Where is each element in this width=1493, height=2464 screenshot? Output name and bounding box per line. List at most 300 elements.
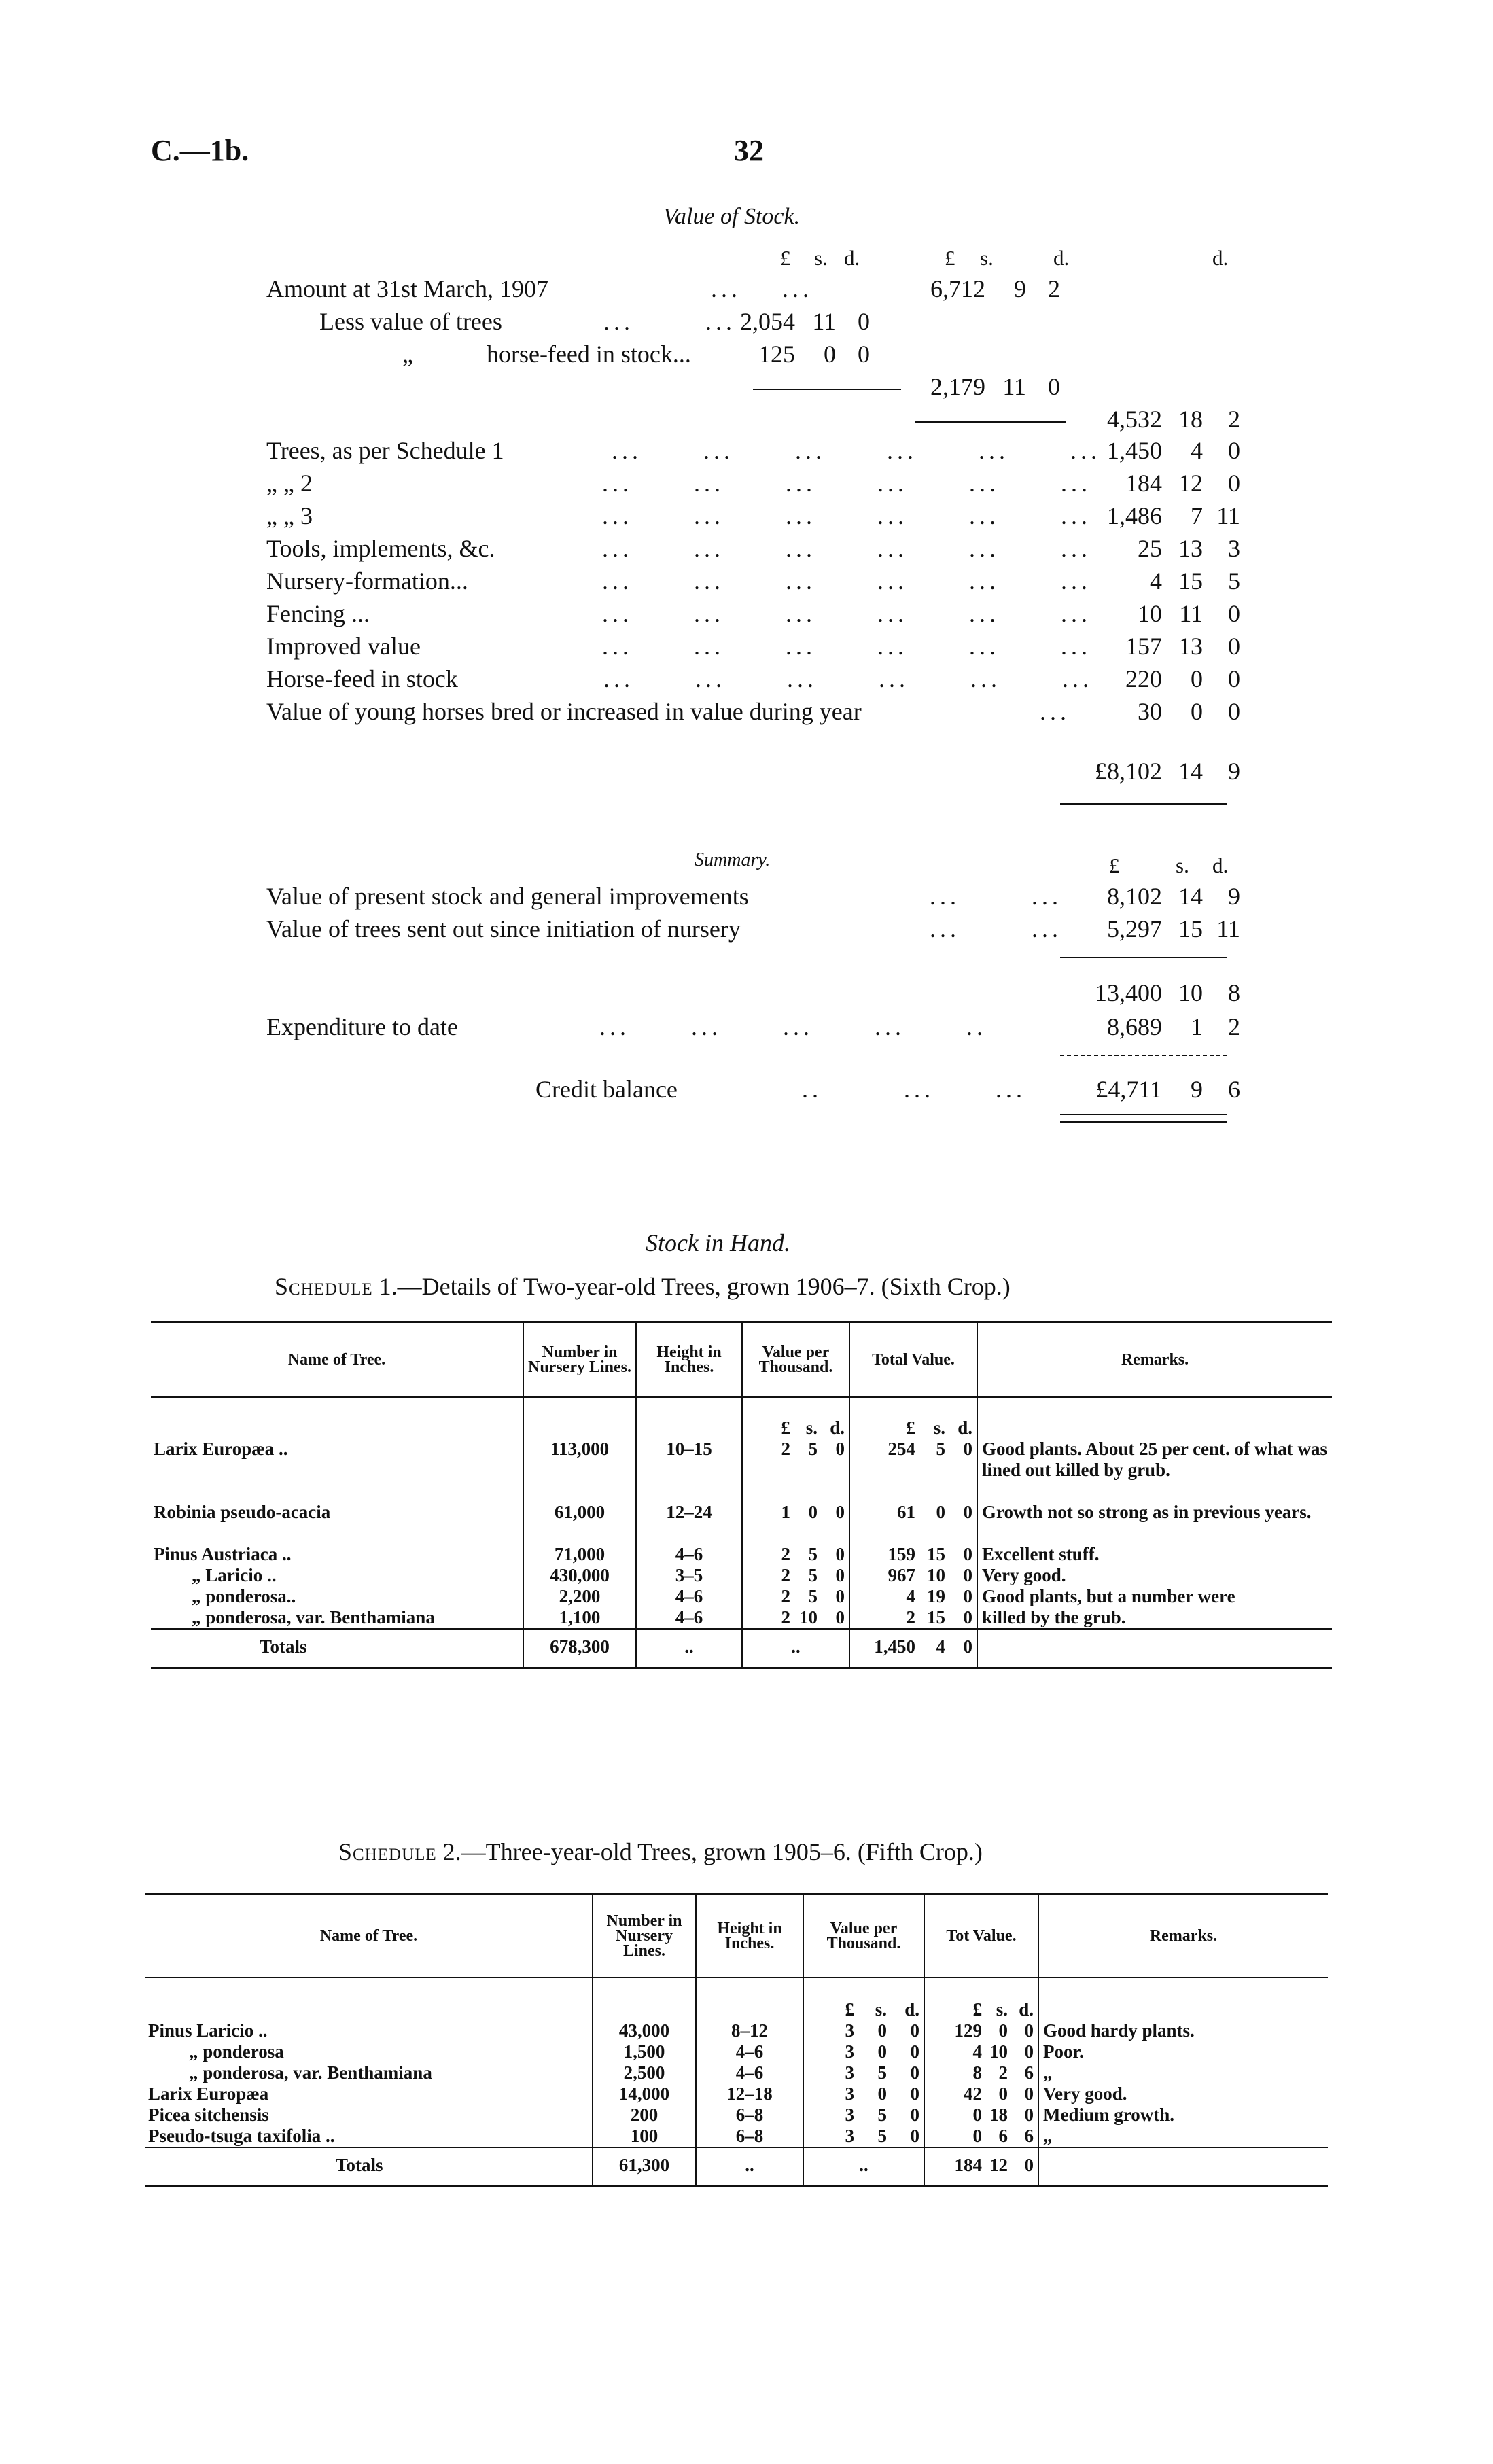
net-shillings: 18 bbox=[1178, 406, 1203, 433]
total-value bbox=[924, 2105, 1038, 2126]
value-per-thousand-pence: 0 bbox=[835, 1607, 845, 1627]
col-header-pence-2: d. bbox=[1053, 246, 1070, 270]
schedule2-header-total: Tot Value. bbox=[924, 1895, 1038, 1978]
units-total bbox=[849, 1397, 977, 1439]
nursery-number: 14,000 bbox=[593, 2083, 696, 2105]
remarks: Good hardy plants. bbox=[1038, 2020, 1328, 2041]
report-reference: C.—1b. bbox=[151, 134, 249, 167]
totals-total-value-shillings: 12 bbox=[989, 2155, 1008, 2175]
total-value-pence: 0 bbox=[1024, 2105, 1034, 2125]
less-total-shillings: 11 bbox=[1002, 373, 1026, 400]
value-per-thousand-shillings: 5 bbox=[808, 1586, 818, 1606]
value-per-thousand-shillings: 5 bbox=[877, 2062, 887, 2083]
horse-feed-value bbox=[707, 340, 870, 368]
stock-item-shillings: 13 bbox=[1178, 535, 1203, 562]
less-trees-label: Less value of trees bbox=[319, 308, 502, 335]
total-value-pounds: 0 bbox=[972, 2126, 982, 2146]
less-trees-value bbox=[707, 307, 870, 336]
totals-remarks bbox=[977, 1629, 1332, 1668]
tree-name: Pseudo-tsuga taxifolia .. bbox=[148, 2126, 335, 2146]
remarks: Very good. bbox=[1038, 2083, 1328, 2105]
stock-item-pence: 0 bbox=[1228, 437, 1240, 464]
value-per-thousand bbox=[742, 1544, 849, 1565]
schedule1-header-remarks: Remarks. bbox=[977, 1322, 1332, 1398]
value-per-thousand-pounds: 3 bbox=[845, 2041, 854, 2062]
value-per-thousand-pounds: 3 bbox=[845, 2126, 854, 2146]
credit-shillings: 9 bbox=[1191, 1076, 1203, 1103]
leader-dots: ... ... bbox=[711, 275, 813, 302]
tree-name: „ ponderosa bbox=[189, 2041, 284, 2062]
total-value bbox=[849, 1607, 977, 1629]
stock-item-shillings: 7 bbox=[1191, 502, 1203, 529]
present-shillings: 14 bbox=[1178, 883, 1203, 910]
stock-item-pence: 11 bbox=[1216, 502, 1240, 529]
col-header-shillings-2: s. bbox=[980, 246, 994, 270]
less-total-value bbox=[883, 372, 1060, 401]
value-per-thousand-pounds: 1 bbox=[781, 1502, 790, 1522]
value-per-thousand-pence: 0 bbox=[910, 2083, 919, 2104]
height-inches: 12–24 bbox=[636, 1502, 742, 1544]
total-value-pounds: 4 bbox=[906, 1586, 915, 1606]
schedule2-header-value: Value per Thousand. bbox=[803, 1895, 924, 1978]
trees-sent-label: Value of trees sent out since initiation of nursery bbox=[266, 915, 741, 943]
units-total-pounds: £ bbox=[972, 1999, 982, 2020]
value-per-thousand-pence: 0 bbox=[835, 1544, 845, 1564]
amount-shillings: 9 bbox=[1014, 275, 1026, 302]
value-per-thousand-shillings: 0 bbox=[877, 2020, 887, 2041]
stock-item-label: Value of young horses bred or increased in value during year bbox=[266, 698, 862, 725]
value-per-thousand-pence: 0 bbox=[835, 1586, 845, 1606]
leader-dots: .. ... ... bbox=[802, 1076, 1026, 1103]
subtotal-rule bbox=[753, 389, 901, 390]
total-value-shillings: 19 bbox=[927, 1586, 945, 1606]
horse-feed-pounds: 125 bbox=[758, 340, 795, 368]
stock-item-pounds: 220 bbox=[1125, 665, 1162, 692]
leader-dots: ... ... ... ... ... ... bbox=[602, 470, 1091, 497]
totals-total-value-pounds: 1,450 bbox=[874, 1636, 915, 1657]
horse-feed-label: horse-feed in stock... bbox=[487, 340, 691, 368]
remarks: „ bbox=[1038, 2062, 1328, 2083]
leader-dots: ... ... ... ... ... ... bbox=[612, 437, 1101, 464]
tree-name: Larix Europæa .. bbox=[154, 1439, 288, 1459]
remarks: Excellent stuff. bbox=[977, 1544, 1332, 1565]
total-value-shillings: 6 bbox=[998, 2126, 1008, 2146]
total-value-pence: 0 bbox=[963, 1586, 972, 1606]
total-value bbox=[924, 2041, 1038, 2062]
schedule2-header-height: Height in Inches. bbox=[696, 1895, 803, 1978]
remarks: „ bbox=[1038, 2126, 1328, 2147]
stock-item-label: Trees, as per Schedule 1 bbox=[266, 437, 504, 464]
total-value-pounds: 8 bbox=[972, 2062, 982, 2083]
tree-name: Larix Europæa bbox=[148, 2083, 269, 2104]
schedule2-header-number: Number in Nursery Lines. bbox=[593, 1895, 696, 1978]
stock-item-value bbox=[1060, 697, 1240, 726]
summary-header-pence: d. bbox=[1212, 853, 1229, 877]
leader-dots: ... ... ... ... .. bbox=[599, 1013, 987, 1040]
spacer bbox=[1038, 1977, 1328, 2020]
totals-value: .. bbox=[742, 1629, 849, 1668]
stock-total-pence: 9 bbox=[1228, 758, 1240, 785]
nursery-number: 2,500 bbox=[593, 2062, 696, 2083]
stock-item-label: Tools, implements, &c. bbox=[266, 535, 495, 562]
stock-item-pence: 0 bbox=[1228, 470, 1240, 497]
nursery-number: 1,500 bbox=[593, 2041, 696, 2062]
totals-value: .. bbox=[803, 2147, 924, 2187]
total-value bbox=[924, 2062, 1038, 2083]
schedule2-caption-prefix: Schedule bbox=[338, 1838, 437, 1865]
col-header-pounds-2: £ bbox=[945, 246, 955, 270]
stock-item-pence: 0 bbox=[1228, 665, 1240, 692]
leader-dots: ... ... ... ... ... ... bbox=[602, 600, 1091, 627]
stock-item-pence: 3 bbox=[1228, 535, 1240, 562]
total-value-pounds: 4 bbox=[972, 2041, 982, 2062]
present-stock-value bbox=[1060, 882, 1240, 911]
total-rule bbox=[1060, 803, 1227, 805]
stock-item-value bbox=[1060, 665, 1240, 693]
subtotal-shillings: 10 bbox=[1178, 979, 1203, 1006]
totals-total-value-pence: 0 bbox=[963, 1636, 972, 1657]
nursery-number: 430,000 bbox=[523, 1565, 636, 1586]
table-row bbox=[145, 2041, 1328, 2062]
value-per-thousand-shillings: 0 bbox=[877, 2083, 887, 2104]
value-of-stock-title: Value of Stock. bbox=[663, 204, 801, 229]
table-row bbox=[151, 1544, 1332, 1565]
value-per-thousand bbox=[742, 1439, 849, 1502]
value-per-thousand bbox=[803, 2041, 924, 2062]
height-inches: 3–5 bbox=[636, 1565, 742, 1586]
stock-item-label: „ „ 2 bbox=[266, 470, 313, 497]
stock-total-value bbox=[1033, 757, 1240, 786]
nursery-number: 43,000 bbox=[593, 2020, 696, 2041]
stock-total-shillings: 14 bbox=[1178, 758, 1203, 785]
nursery-number: 61,000 bbox=[523, 1502, 636, 1544]
credit-double-rule bbox=[1060, 1114, 1227, 1119]
sent-shillings: 15 bbox=[1178, 915, 1203, 943]
value-per-thousand bbox=[742, 1607, 849, 1629]
value-per-thousand-pounds: 2 bbox=[781, 1544, 790, 1564]
schedule1-header-total: Total Value. bbox=[849, 1322, 977, 1398]
totals-height: .. bbox=[636, 1629, 742, 1668]
value-per-thousand-pence: 0 bbox=[910, 2062, 919, 2083]
table-row bbox=[151, 1565, 1332, 1586]
totals-label: Totals bbox=[151, 1629, 523, 1668]
stock-item-value bbox=[1060, 567, 1240, 595]
totals-height: .. bbox=[696, 2147, 803, 2187]
stock-item-pence: 0 bbox=[1228, 600, 1240, 627]
stock-item-label: Nursery-formation... bbox=[266, 567, 468, 595]
height-inches: 4–6 bbox=[636, 1586, 742, 1607]
summary-title: Summary. bbox=[695, 849, 771, 870]
stock-item-label: Horse-feed in stock bbox=[266, 665, 458, 692]
expenditure-value bbox=[1060, 1013, 1240, 1041]
stock-item-value bbox=[1060, 436, 1240, 465]
schedule2-caption bbox=[338, 1837, 983, 1866]
total-value-pounds: 967 bbox=[888, 1565, 915, 1585]
sent-pence: 11 bbox=[1216, 915, 1240, 943]
stock-item-label: Fencing ... bbox=[266, 600, 370, 627]
total-value-shillings: 15 bbox=[927, 1607, 945, 1627]
nursery-number: 1,100 bbox=[523, 1607, 636, 1629]
total-value-pence: 0 bbox=[1024, 2083, 1034, 2104]
tree-name: „ ponderosa, var. Benthamiana bbox=[189, 2062, 432, 2083]
leader-dots: ... ... ... ... ... ... bbox=[602, 633, 1091, 660]
nursery-number: 113,000 bbox=[523, 1439, 636, 1502]
totals-total-value bbox=[849, 1629, 977, 1668]
units-total-pounds: £ bbox=[906, 1418, 915, 1438]
expenditure-pence: 2 bbox=[1228, 1013, 1240, 1040]
table-row bbox=[151, 1607, 1332, 1629]
stock-item-pence: 5 bbox=[1228, 567, 1240, 595]
value-per-thousand-shillings: 5 bbox=[808, 1544, 818, 1564]
tree-name: Robinia pseudo-acacia bbox=[154, 1502, 331, 1522]
total-value-pence: 6 bbox=[1024, 2062, 1034, 2083]
value-per-thousand-pence: 0 bbox=[835, 1439, 845, 1459]
subtotal-pounds: 13,400 bbox=[1095, 979, 1162, 1006]
totals-remarks bbox=[1038, 2147, 1328, 2187]
units-total-shillings: s. bbox=[996, 1999, 1008, 2020]
stock-item-value bbox=[1060, 599, 1240, 628]
stock-item-shillings: 12 bbox=[1178, 470, 1203, 497]
height-inches: 6–8 bbox=[696, 2105, 803, 2126]
tree-name: „ ponderosa.. bbox=[192, 1586, 296, 1606]
units-value bbox=[742, 1397, 849, 1439]
units-value-shillings: s. bbox=[805, 1418, 818, 1438]
total-value bbox=[924, 2020, 1038, 2041]
totals-number: 61,300 bbox=[593, 2147, 696, 2187]
height-inches: 4–6 bbox=[636, 1607, 742, 1629]
total-value bbox=[924, 2083, 1038, 2105]
stock-item-shillings: 4 bbox=[1191, 437, 1203, 464]
page-number: 32 bbox=[734, 134, 764, 167]
tree-name: Pinus Laricio .. bbox=[148, 2020, 268, 2041]
total-value-shillings: 5 bbox=[936, 1439, 945, 1459]
schedule1-caption-rest: 1.—Details of Two-year-old Trees, grown 1906–7. (Sixth Crop.) bbox=[379, 1273, 1011, 1300]
total-value-pence: 0 bbox=[963, 1439, 972, 1459]
spacer bbox=[151, 1397, 523, 1439]
less-total-pence: 0 bbox=[1048, 373, 1060, 400]
total-value-shillings: 15 bbox=[927, 1544, 945, 1564]
value-per-thousand-shillings: 5 bbox=[877, 2126, 887, 2146]
expenditure-pounds: 8,689 bbox=[1107, 1013, 1162, 1040]
value-per-thousand-pounds: 2 bbox=[781, 1586, 790, 1606]
amount-pence: 2 bbox=[1048, 275, 1060, 302]
spacer bbox=[977, 1397, 1332, 1439]
total-value-pounds: 129 bbox=[954, 2020, 982, 2041]
stock-item-shillings: 13 bbox=[1178, 633, 1203, 660]
table-row bbox=[145, 2083, 1328, 2105]
stock-item-pounds: 184 bbox=[1125, 470, 1162, 497]
value-per-thousand bbox=[742, 1586, 849, 1607]
present-stock-label: Value of present stock and general improvements bbox=[266, 883, 749, 910]
spacer bbox=[145, 1977, 593, 2020]
table-row bbox=[151, 1502, 1332, 1544]
total-value-pounds: 42 bbox=[964, 2083, 982, 2104]
table-row bbox=[145, 2020, 1328, 2041]
table-row bbox=[145, 2062, 1328, 2083]
totals-label: Totals bbox=[145, 2147, 593, 2187]
total-value-pence: 6 bbox=[1024, 2126, 1034, 2146]
spacer bbox=[696, 1977, 803, 2020]
net-pounds: 4,532 bbox=[1107, 406, 1162, 433]
value-per-thousand-shillings: 5 bbox=[808, 1439, 818, 1459]
remarks: Good plants. About 25 per cent. of what was lined out killed by grub. bbox=[977, 1439, 1332, 1502]
height-inches: 10–15 bbox=[636, 1439, 742, 1502]
stock-item-pence: 0 bbox=[1228, 633, 1240, 660]
spacer bbox=[593, 1977, 696, 2020]
table-row bbox=[145, 2126, 1328, 2147]
total-value bbox=[849, 1586, 977, 1607]
col-header-pence-1: d. bbox=[844, 246, 860, 270]
col-header-pounds-1: £ bbox=[780, 246, 791, 270]
nursery-number: 200 bbox=[593, 2105, 696, 2126]
expenditure-shillings: 1 bbox=[1191, 1013, 1203, 1040]
height-inches: 12–18 bbox=[696, 2083, 803, 2105]
totals-total-value-pounds: 184 bbox=[954, 2155, 982, 2175]
total-value-shillings: 2 bbox=[998, 2062, 1008, 2083]
stock-item-pounds: 1,450 bbox=[1107, 437, 1162, 464]
units-value bbox=[803, 1977, 924, 2020]
col-header-pence-3: d. bbox=[1212, 246, 1229, 270]
height-inches: 4–6 bbox=[696, 2041, 803, 2062]
subtotal-pence: 8 bbox=[1228, 979, 1240, 1006]
total-value-pounds: 61 bbox=[897, 1502, 915, 1522]
amount-value bbox=[883, 275, 1060, 303]
stock-item-label: Improved value bbox=[266, 633, 421, 660]
summary-subtotal-value bbox=[1060, 979, 1240, 1007]
value-per-thousand-pence: 0 bbox=[910, 2020, 919, 2041]
stock-item-value bbox=[1060, 632, 1240, 661]
value-per-thousand bbox=[803, 2105, 924, 2126]
remarks: Growth not so strong as in previous years. bbox=[977, 1502, 1332, 1544]
value-per-thousand-pounds: 3 bbox=[845, 2083, 854, 2104]
units-value-pence: d. bbox=[904, 1999, 919, 2020]
less-trees-pence: 0 bbox=[858, 308, 870, 335]
value-per-thousand-pounds: 2 bbox=[781, 1607, 790, 1627]
less-total-pounds: 2,179 bbox=[930, 373, 985, 400]
stock-item-pounds: 25 bbox=[1138, 535, 1162, 562]
ditto-mark: „ bbox=[402, 340, 413, 368]
units-total-pence: d. bbox=[958, 1418, 972, 1438]
total-value-shillings: 18 bbox=[989, 2105, 1008, 2125]
height-inches: 6–8 bbox=[696, 2126, 803, 2147]
total-value-pence: 0 bbox=[963, 1502, 972, 1522]
value-per-thousand bbox=[803, 2062, 924, 2083]
value-per-thousand-pence: 0 bbox=[910, 2105, 919, 2125]
stock-in-hand-title: Stock in Hand. bbox=[646, 1229, 790, 1256]
total-value-pence: 0 bbox=[963, 1544, 972, 1564]
summary-rule bbox=[1060, 957, 1227, 958]
expenditure-label: Expenditure to date bbox=[266, 1013, 458, 1040]
total-value-pounds: 2 bbox=[906, 1607, 915, 1627]
present-pence: 9 bbox=[1228, 883, 1240, 910]
stock-item-label: „ „ 3 bbox=[266, 502, 313, 529]
table-row bbox=[151, 1439, 1332, 1502]
stock-item-pounds: 10 bbox=[1138, 600, 1162, 627]
remarks: killed by the grub. bbox=[977, 1607, 1332, 1629]
schedule1-header-height: Height in Inches. bbox=[636, 1322, 742, 1398]
less-trees-pounds: 2,054 bbox=[740, 308, 795, 335]
totals-total-value-shillings: 4 bbox=[936, 1636, 945, 1657]
credit-balance-value bbox=[1033, 1075, 1240, 1104]
total-value bbox=[849, 1544, 977, 1565]
value-per-thousand bbox=[742, 1565, 849, 1586]
credit-pence: 6 bbox=[1228, 1076, 1240, 1103]
totals-number: 678,300 bbox=[523, 1629, 636, 1668]
table-row bbox=[145, 2105, 1328, 2126]
schedule1-header-value: Value per Thousand. bbox=[742, 1322, 849, 1398]
remarks: Medium growth. bbox=[1038, 2105, 1328, 2126]
leader-dots: ... ... ... ... ... ... bbox=[602, 535, 1091, 562]
value-per-thousand-pounds: 3 bbox=[845, 2062, 854, 2083]
total-value-shillings: 0 bbox=[998, 2020, 1008, 2041]
value-per-thousand bbox=[742, 1502, 849, 1544]
spacer bbox=[523, 1397, 636, 1439]
nursery-number: 2,200 bbox=[523, 1586, 636, 1607]
total-value-shillings: 10 bbox=[989, 2041, 1008, 2062]
stock-item-value bbox=[1060, 469, 1240, 497]
total-value-pounds: 254 bbox=[888, 1439, 915, 1459]
leader-dots: ... ... bbox=[603, 308, 736, 335]
value-per-thousand-pence: 0 bbox=[910, 2126, 919, 2146]
value-per-thousand-shillings: 5 bbox=[808, 1565, 818, 1585]
less-trees-shillings: 11 bbox=[812, 308, 836, 335]
totals-row bbox=[151, 1629, 1332, 1668]
stock-item-pounds: 4 bbox=[1150, 567, 1162, 595]
amount-pounds: 6,712 bbox=[930, 275, 985, 302]
units-value-pounds: £ bbox=[845, 1999, 854, 2020]
net-pence: 2 bbox=[1228, 406, 1240, 433]
nursery-number: 71,000 bbox=[523, 1544, 636, 1565]
schedule2-header-name: Name of Tree. bbox=[145, 1895, 593, 1978]
height-inches: 4–6 bbox=[696, 2062, 803, 2083]
leader-dots: ... ... bbox=[930, 883, 1062, 910]
col-header-shillings-1: s. bbox=[814, 246, 828, 270]
tree-name: „ Laricio .. bbox=[192, 1565, 277, 1585]
value-per-thousand bbox=[803, 2020, 924, 2041]
total-value-pence: 0 bbox=[1024, 2020, 1034, 2041]
schedule1-caption-prefix: Schedule bbox=[275, 1273, 373, 1300]
total-value-pounds: 159 bbox=[888, 1544, 915, 1564]
summary-header-pounds: £ bbox=[1109, 853, 1120, 877]
totals-row bbox=[145, 2147, 1328, 2187]
amount-label: Amount at 31st March, 1907 bbox=[266, 275, 548, 302]
balance-rule bbox=[1060, 1055, 1227, 1056]
stock-item-pounds: 30 bbox=[1138, 698, 1162, 725]
total-value-pounds: 0 bbox=[972, 2105, 982, 2125]
leader-dots: ... ... ... ... ... ... bbox=[602, 502, 1091, 529]
leader-dots: ... ... ... ... ... ... bbox=[602, 567, 1091, 595]
units-value-shillings: s. bbox=[875, 1999, 887, 2020]
total-value-shillings: 10 bbox=[927, 1565, 945, 1585]
table-row bbox=[151, 1586, 1332, 1607]
schedule1-header-number: Number in Nursery Lines. bbox=[523, 1322, 636, 1398]
stock-item-shillings: 11 bbox=[1179, 600, 1203, 627]
total-value-pence: 0 bbox=[1024, 2041, 1034, 2062]
leader-dots: ... ... bbox=[930, 915, 1062, 943]
net-value bbox=[1060, 405, 1240, 434]
value-per-thousand-shillings: 0 bbox=[877, 2041, 887, 2062]
height-inches: 4–6 bbox=[636, 1544, 742, 1565]
horse-feed-pence: 0 bbox=[858, 340, 870, 368]
stock-item-shillings: 15 bbox=[1178, 567, 1203, 595]
totals-total-value bbox=[924, 2147, 1038, 2187]
stock-item-shillings: 0 bbox=[1191, 698, 1203, 725]
total-value bbox=[849, 1439, 977, 1502]
horse-feed-shillings: 0 bbox=[824, 340, 836, 368]
leader-dots: ... ... ... ... ... ... bbox=[603, 665, 1093, 692]
value-per-thousand-pounds: 3 bbox=[845, 2020, 854, 2041]
schedule1-caption bbox=[275, 1272, 1011, 1301]
